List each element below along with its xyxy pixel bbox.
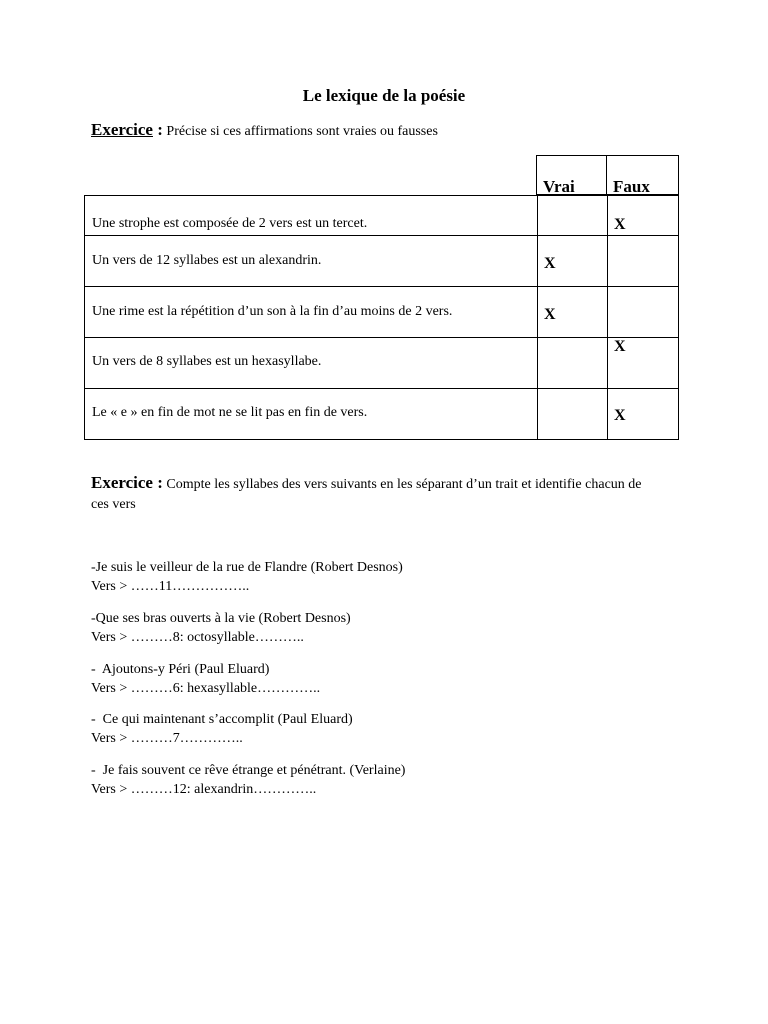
- faux-cell: [607, 287, 680, 337]
- row-statement: Le « e » en fin de mot ne se lit pas en fin de vers.: [92, 405, 368, 420]
- exercise2-colon: :: [152, 473, 163, 492]
- row-statement: Une strophe est composée de 2 vers est un tercet.: [92, 216, 368, 231]
- exercise1-instruction: Précise si ces affirmations sont vraies ou fausses: [166, 124, 438, 139]
- table-row: [84, 287, 679, 338]
- verse-text: - Je fais souvent ce rêve étrange et pénétrant. (Verlaine): [91, 763, 406, 778]
- exercise1-label: Exercice: [91, 120, 153, 139]
- faux-cell: [607, 196, 680, 235]
- verse-answer: Vers > ……11……………..: [91, 579, 250, 594]
- exercise1-heading: [91, 120, 438, 142]
- verse-text: - Ajoutons-y Péri (Paul Eluard): [91, 662, 270, 677]
- exercise2-heading: [91, 473, 651, 515]
- vrai-cell: [537, 287, 608, 337]
- faux-mark: X: [614, 407, 626, 424]
- row-statement: Un vers de 8 syllabes est un hexasyllabe.: [92, 354, 322, 369]
- column-header-faux-label: Faux: [613, 177, 650, 196]
- verse-item: [91, 710, 353, 748]
- vrai-mark: X: [544, 255, 556, 272]
- vrai-mark: X: [544, 306, 556, 323]
- verse-text: -Que ses bras ouverts à la vie (Robert Desnos): [91, 611, 351, 626]
- column-header-vrai-label: Vrai: [543, 177, 575, 196]
- verse-item: [91, 761, 405, 799]
- verse-item: [91, 660, 320, 698]
- verse-answer: Vers > ………8: octosyllable………..: [91, 630, 304, 645]
- vrai-cell: [537, 196, 608, 235]
- table-row: [84, 195, 679, 236]
- verse-answer: Vers > ………7…………..: [91, 731, 243, 746]
- page-title: Le lexique de la poésie: [302, 86, 466, 105]
- verse-answer: Vers > ………6: hexasyllable…………..: [91, 681, 321, 696]
- faux-cell: [607, 389, 680, 439]
- verse-item: [91, 609, 351, 647]
- verse-text: -Je suis le veilleur de la rue de Flandre (Robert Desnos): [91, 560, 403, 575]
- faux-mark: X: [614, 216, 626, 233]
- exercise2-label: Exercice: [91, 473, 153, 492]
- exercise2-instruction: Compte les syllabes des vers suivants en les séparant d’un trait et identifie chacun de ces vers: [91, 477, 642, 512]
- verse-text: - Ce qui maintenant s’accomplit (Paul Eluard): [91, 712, 353, 727]
- verse-answer: Vers > ………12: alexandrin…………..: [91, 782, 317, 797]
- table-row: [84, 389, 679, 440]
- faux-mark: X: [614, 338, 626, 355]
- column-header-faux: [606, 155, 679, 195]
- vrai-cell: [537, 389, 608, 439]
- column-header-vrai: [536, 155, 607, 195]
- table-row: [84, 338, 679, 389]
- faux-cell: [607, 338, 680, 388]
- verse-item: [91, 558, 403, 596]
- row-statement: Une rime est la répétition d’un son à la fin d’au moins de 2 vers.: [92, 304, 453, 319]
- table-row: [84, 236, 679, 287]
- exercise1-colon: :: [152, 120, 163, 139]
- vrai-cell: [537, 338, 608, 388]
- row-statement: Un vers de 12 syllabes est un alexandrin.: [92, 253, 322, 268]
- vrai-cell: [537, 236, 608, 286]
- faux-cell: [607, 236, 680, 286]
